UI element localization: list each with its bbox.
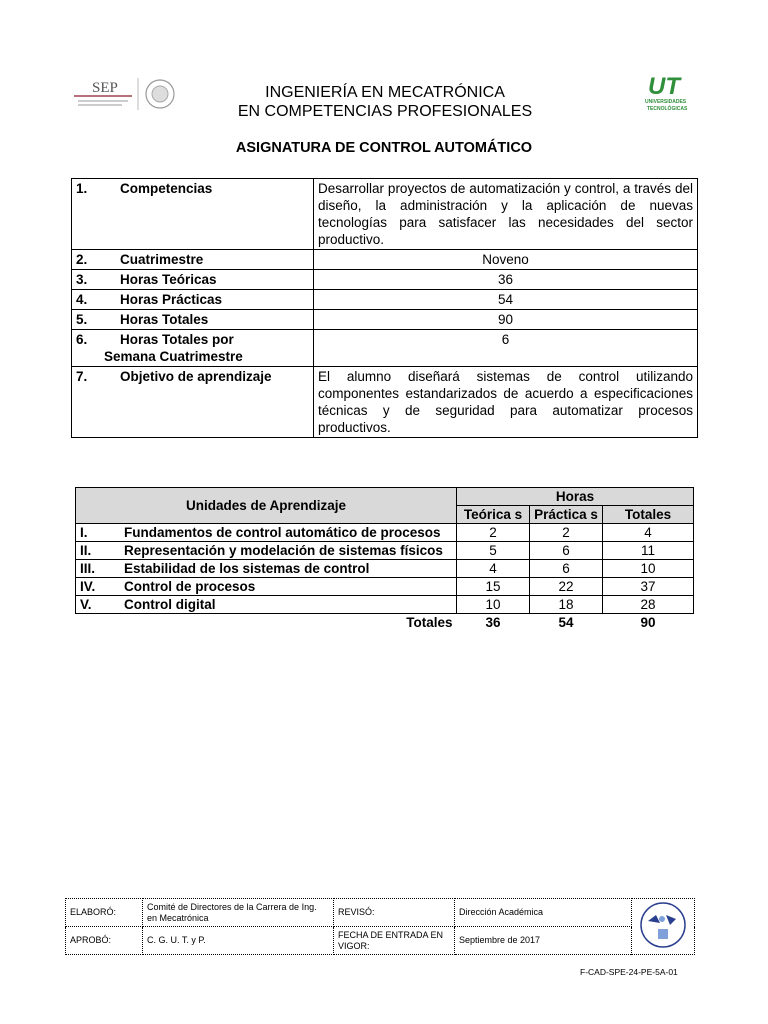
subject-title: ASIGNATURA DE CONTROL AUTOMÁTICO [235,140,533,156]
hours-header: Horas [457,488,694,506]
table-row: IV. Control de procesos 15 22 37 [76,578,694,596]
elaboro-label: ELABORÓ: [66,899,143,927]
program-title [180,83,590,121]
institution-seal [632,899,695,955]
table-row: V. Control digital 10 18 28 [76,596,694,614]
unit-name: Fundamentos de control automático de procesos [124,525,441,540]
teoricas-header: Teórica s [457,506,530,524]
program-title-line2: EN COMPETENCIAS PROFESIONALES [237,103,533,120]
info-row-cuatrimestre: 2. Cuatrimestre Noveno [72,250,698,270]
totals-teoricas: 36 [485,615,501,630]
table-row: I. Fundamentos de control automático de procesos 2 2 4 [76,524,694,542]
reviso-value: Dirección Académica [455,899,632,927]
table-row: II. Representación y modelación de sistemas físicos 5 6 11 [76,542,694,560]
info-label: Objetivo de aprendizaje [120,369,272,384]
units-header: Unidades de Aprendizaje [76,488,457,524]
fecha-label: FECHA DE ENTRADA EN VIGOR: [334,927,455,955]
subject-info-table [71,178,698,438]
info-row-competencias: 1. Competencias Desarrollar proyectos de automatización y control, a través del diseño, la administración y la aplicación de nuevas tecnologías para satisfacer las necesidades del sector productivo. [72,179,698,250]
info-value: 6 [314,330,698,367]
seal-icon [636,901,690,949]
unit-name: Control de procesos [124,579,256,594]
info-label: Horas Totales [120,312,209,327]
info-value: El alumno diseñará sistemas de control utilizando componentes estandarizados de acuerdo a especificaciones técnicas y de seguridad para automatizar procesos productivos. [314,367,698,438]
totals-totales: 90 [640,615,656,630]
unit-name: Representación y modelación de sistemas físicos [124,543,443,558]
info-row-horas-practicas: 4. Horas Prácticas 54 [72,290,698,310]
info-value: Desarrollar proyectos de automatización y control, a través del diseño, la administración y la aplicación de nuevas tecnologías para satisfacer las necesidades del sector productivo. [314,179,698,250]
aprobo-value: C. G. U. T. y P. [143,927,334,955]
info-label: Horas Totales por [120,332,234,347]
info-label: Cuatrimestre [120,252,204,267]
aprobo-label: APROBÓ: [66,927,143,955]
info-row-horas-totales: 5. Horas Totales 90 [72,310,698,330]
info-value: 90 [314,310,698,330]
info-label: Competencias [120,181,213,196]
ut-logo-text: UT [648,73,680,100]
table-row: III. Estabilidad de los sistemas de control 4 6 10 [76,560,694,578]
practicas-header: Práctica s [530,506,603,524]
ut-logo [642,72,700,114]
totals-practicas: 54 [558,615,574,630]
info-value: Noveno [314,250,698,270]
info-row-objetivo: 7. Objetivo de aprendizaje El alumno diseñará sistemas de control utilizando componentes estandarizados de acuerdo a especificaciones técnicas y de seguridad para automatizar procesos productivos. [72,367,698,438]
unit-name: Control digital [124,597,216,612]
fecha-value: Septiembre de 2017 [455,927,632,955]
info-row-horas-semana: 6. Horas Totales por Semana Cuatrimestre 6 [72,330,698,367]
info-row-horas-teoricas: 3. Horas Teóricas 36 [72,270,698,290]
program-title-line1: INGENIERÍA EN MECATRÓNICA [265,84,505,101]
info-label: Horas Teóricas [120,272,217,287]
units-table [75,487,694,631]
totals-label: Totales [406,615,453,630]
svg-text:UNIVERSIDADES: UNIVERSIDADES [645,99,687,105]
totals-row [76,614,694,632]
reviso-label: REVISÓ: [334,899,455,927]
approval-footer [65,898,695,955]
info-value: 54 [314,290,698,310]
sep-logo-text: SEP [92,80,118,96]
svg-text:TECNOLÓGICAS: TECNOLÓGICAS [647,106,688,112]
info-label-line2: Semana Cuatrimestre [104,349,243,364]
unit-name: Estabilidad de los sistemas de control [124,561,370,576]
sep-logo [70,76,182,112]
totales-header: Totales [603,506,694,524]
elaboro-value: Comité de Directores de la Carrera de Ing. en Mecatrónica [143,899,334,927]
document-code: F-CAD-SPE-24-PE-5A-01 [580,967,678,977]
info-value: 36 [314,270,698,290]
info-label: Horas Prácticas [120,292,223,307]
